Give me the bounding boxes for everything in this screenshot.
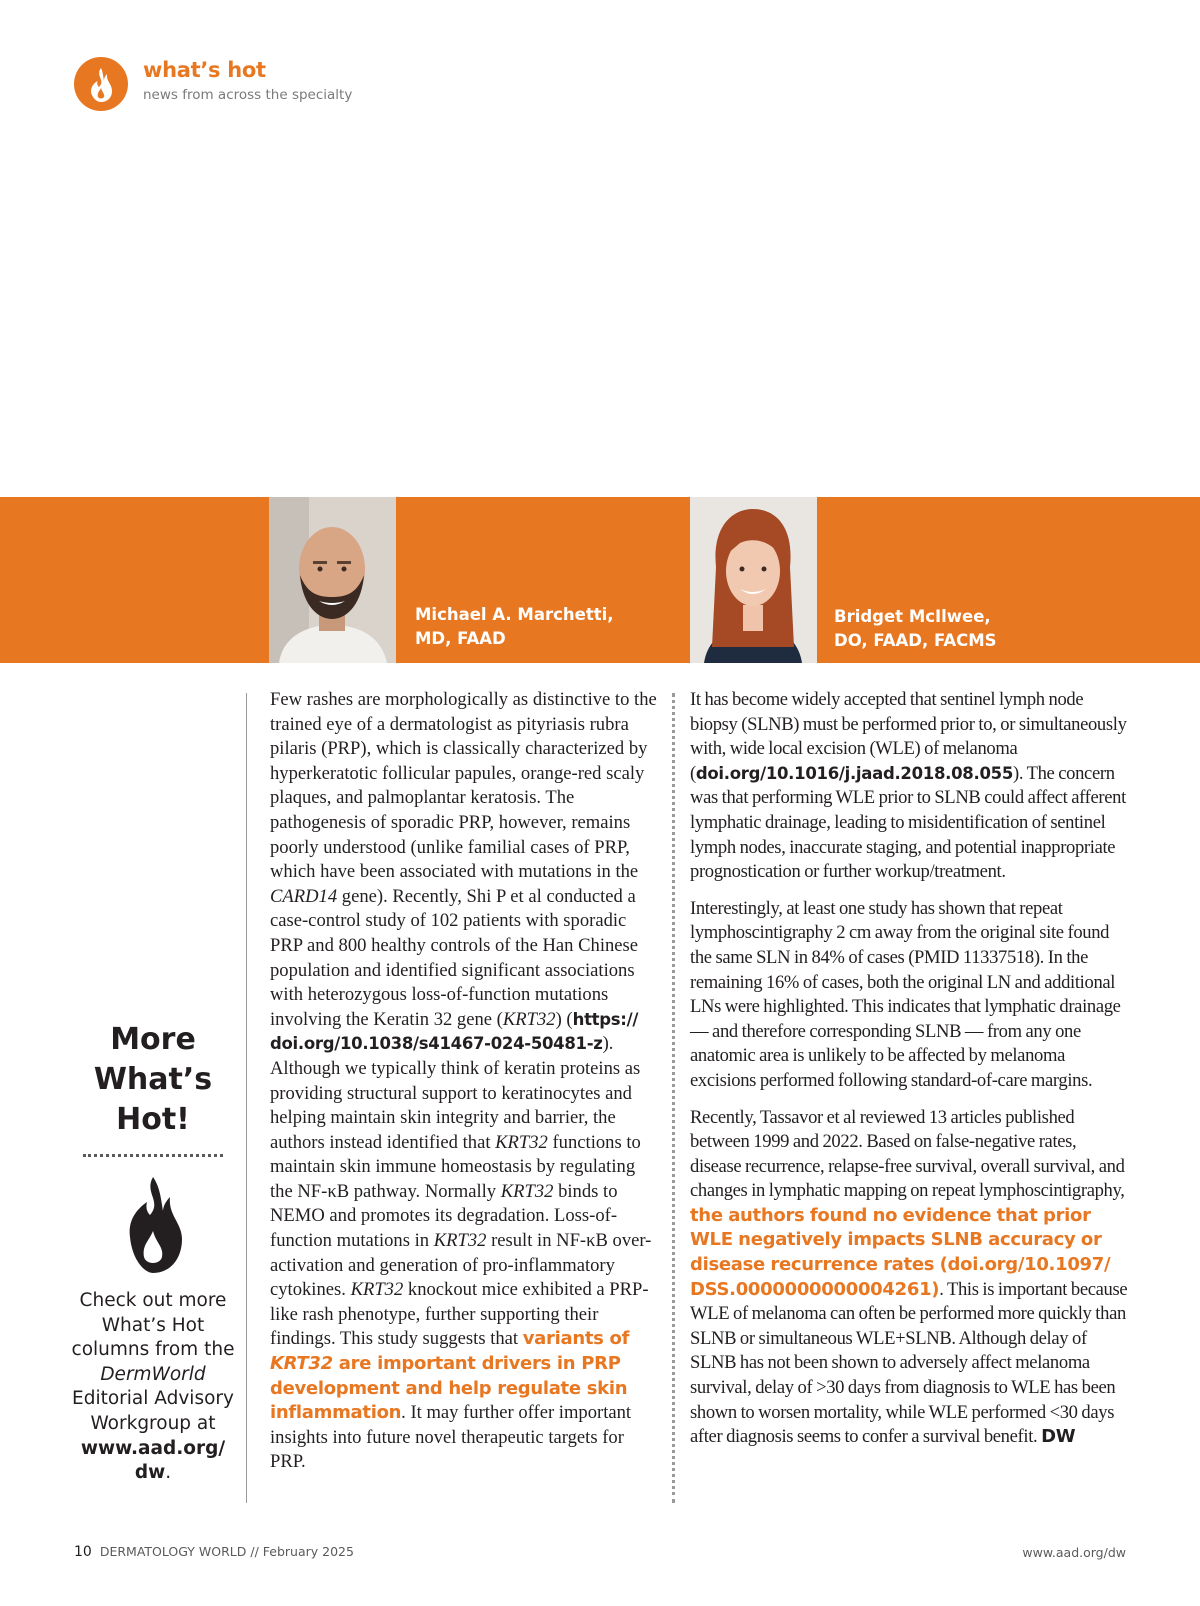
sidebar-more-whats-hot xyxy=(70,1020,236,1486)
flame-icon xyxy=(73,56,129,112)
sidebar-heading: More What’s Hot! xyxy=(93,1022,213,1137)
article-paragraph: Recently, Tassavor et al reviewed 13 articles published between 1999 and 2022. Based on false-negative rates, disease recurrence, relapse-free survival, overall survival, and changes in lymphatic mapping on repeat lymphoscintigraphy, the authors found no evidence that prior WLE negatively impacts SLNB accuracy or disease recurrence rates (doi.org/10.1097/ DSS.0000000000004261). This is important because WLE of melanoma can often be performed more quickly than SLNB or simultaneous WLE+SLNB. Although delay of SLNB has not been shown to adversely affect melanoma survival, delay of >30 days from diagnosis to WLE has been shown to worsen mortality, while WLE performed <30 days after diagnosis seems to confer a survival benefit. DW xyxy=(690,1106,1128,1448)
author-photo-mcilwee xyxy=(690,497,817,663)
author-photo-marchetti xyxy=(269,497,396,663)
article-prp xyxy=(270,688,662,1487)
page-number: 10 xyxy=(74,1544,92,1560)
highlight-text: variants of KRT32 are important drivers in PRP development and help regulate skin inflammation xyxy=(270,1328,630,1424)
dotted-column-rule xyxy=(672,693,675,1503)
aad-dw-link[interactable]: www.aad.org/ dw xyxy=(80,1437,226,1484)
article-paragraph: Interestingly, at least one study has shown that repeat lymphoscintigraphy 2 cm away from the original site found the same SLN in 84% of cases (PMID 11337518). In the remaining 16% of cases, both the original LN and additional LNs were highlighted. This indicates that lymphatic drainage — and therefore corresponding SLNB — from any one anatomic area is unlikely to be affected by melanoma excisions performed following standard-of-care margins. xyxy=(690,897,1121,1091)
dotted-divider xyxy=(83,1154,223,1157)
article-paragraph: Few rashes are morphologically as distinctive to the trained eye of a dermatologist as pityriasis rubra pilaris (PRP), which is classically characterized by hyperkeratotic follicular papules, orange-red scaly plaques, and palmoplantar keratosis. The pathogenesis of sporadic PRP, however, remains poorly understood (unlike familial cases of PRP, which have been associated with mutations in the CARD14 gene). Recently, Shi P et al conducted a case-control study of 102 patients with sporadic PRP and 800 healthy controls of the Han Chinese population and identified significant associations with heterozygous loss-of-function mutations involving the Keratin 32 gene (KRT32) (https:// doi.org/10.1038/s41467-024-50481-z). Although we typically think of keratin proteins as providing structural support to keratinocytes and helping maintain skin integrity and barrier, the authors instead identified that KRT32 functions to maintain skin immune homeostasis by regulating the NF-κB pathway. Normally KRT32 binds to NEMO and promotes its degradation. Loss-of-function mutations in KRT32 result in NF-κB over-activation and generation of pro-inflammatory cytokines. KRT32 knockout mice exhibited a PRP-like rash phenotype, further supporting their findings. This study suggests that variants of KRT32 are important drivers in PRP development and help regulate skin inflammation. It may further offer important insights into future novel therapeutic targets for PRP. xyxy=(270,689,657,1473)
end-mark: DW xyxy=(1041,1426,1076,1448)
highlight-text: the authors found no evidence that prior WLE negatively impacts SLNB accuracy or disease recurrence rates (doi.org/10.1097/ DSS.0000000000004261) xyxy=(690,1204,1111,1300)
footer-url[interactable]: www.aad.org/dw xyxy=(1022,1545,1126,1560)
author-name-2: Bridget McIlwee, DO, FAAD, FACMS xyxy=(834,607,997,650)
doi-link[interactable]: https:// doi.org/10.1038/s41467-024-50481-z xyxy=(270,1009,639,1054)
section-title: what’s hot xyxy=(143,58,266,82)
footer-publication: 10 DERMATOLOGY WORLD // February 2025 xyxy=(74,1544,354,1560)
author-band xyxy=(0,497,1200,663)
article-paragraph: It has become widely accepted that sentinel lymph node biopsy (SLNB) must be performed prior to, or simultaneously with, wide local excision (WLE) of melanoma (doi.org/10.1016/j.jaad.2018.08.055). The concern was that performing WLE prior to SLNB could affect afferent lymphatic drainage, leading to misidentification of sentinel lymph nodes, inaccurate staging, and potential inappropriate prognostication or further workup/treatment. xyxy=(690,689,1127,883)
column-rule xyxy=(246,693,247,1503)
article-slnb xyxy=(690,688,1128,1462)
section-subtitle: news from across the specialty xyxy=(143,87,353,103)
sidebar-text: Check out more What’s Hot columns from the DermWorld Editorial Advisory Workgroup at www.aad.org/ dw. xyxy=(71,1290,235,1484)
flame-icon xyxy=(116,1175,190,1275)
doi-link[interactable]: doi.org/10.1016/j.jaad.2018.08.055 xyxy=(695,763,1013,783)
author-name-1: Michael A. Marchetti, MD, FAAD xyxy=(415,605,614,648)
